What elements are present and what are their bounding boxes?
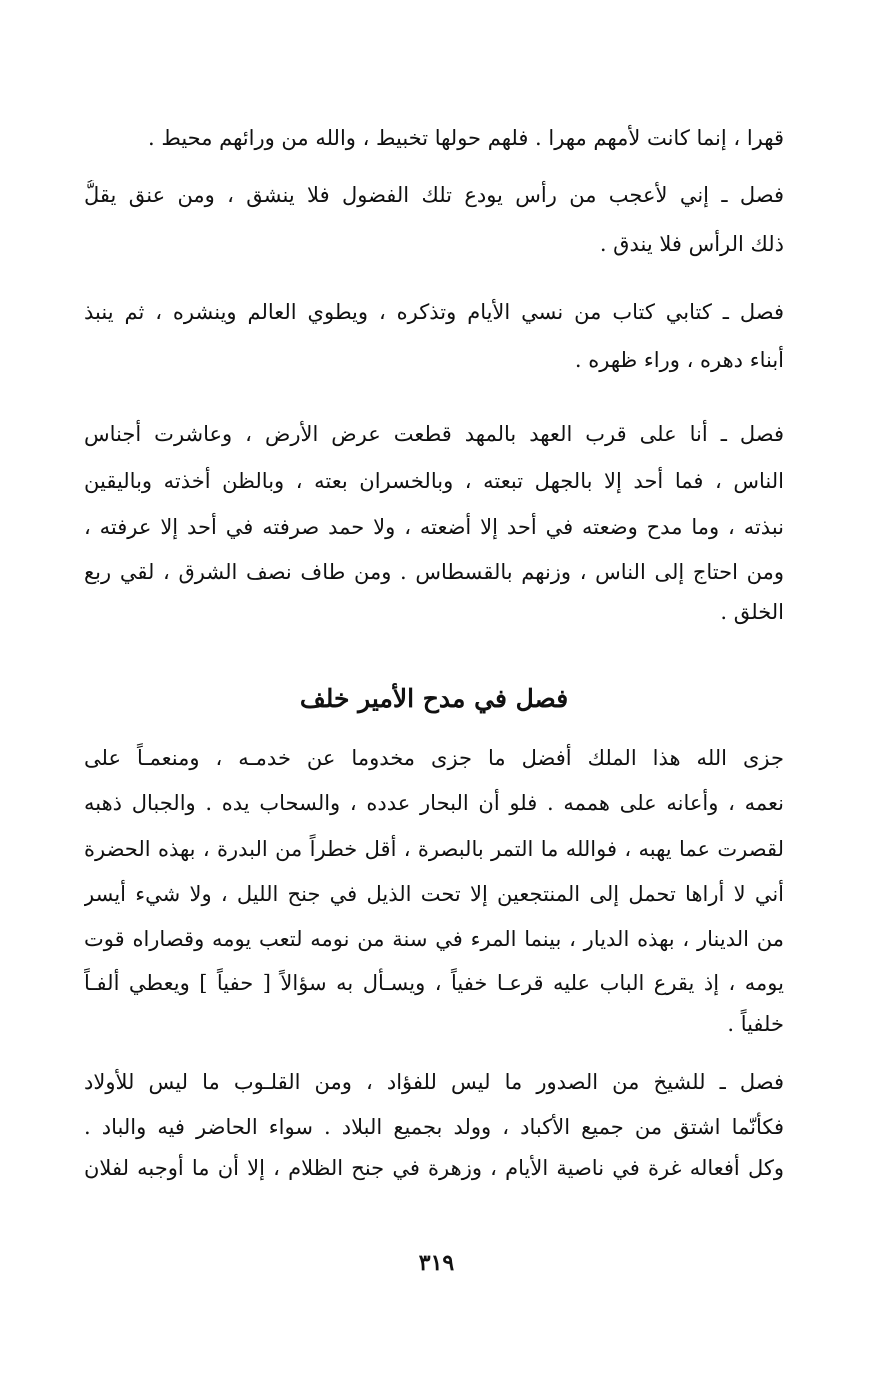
text-line: أني لا أراها تحمل إلى المنتجعين إلا تحت الذيل في جنح الليل ، ولا شيء أيسر <box>84 882 784 906</box>
text-line: فصل ـ إني لأعجب من رأس يودع تلك الفضول فلا ينشق ، ومن عنق يقلُّ <box>84 183 784 207</box>
text-line: الناس ، فما أحد إلا بالجهل تبعته ، وبالخسران بعته ، وبالظن أخذته وباليقين <box>84 469 784 493</box>
text-line: فصل ـ أنا على قرب العهد بالمهد قطعت عرض الأرض ، وعاشرت أجناس <box>84 422 784 446</box>
text-line: خلفياً . <box>727 1012 784 1036</box>
text-line: يومه ، إذ يقرع الباب عليه قرعـا خفياً ، ويسـأل به سؤالاً [ حفياً ] ويعطي ألفـاً <box>84 971 784 995</box>
text-line: فكأنّما اشتق من جميع الأكباد ، وولد بجميع البلاد . سواء الحاضر فيه والباد . <box>84 1115 784 1139</box>
text-line: لقصرت عما يهبه ، فوالله ما التمر بالبصرة ، أقل خطراً من البدرة ، بهذه الحضرة <box>84 837 784 861</box>
text-line: من الدينار ، بهذه الديار ، بينما المرء في سنة من نومه لتعب يومه وقصاراه قوت <box>84 927 784 951</box>
section-heading: فصل في مدح الأمير خلف <box>299 684 569 713</box>
text-line: قهرا ، إنما كانت لأمهم مهرا . فلهم حولها تخبيط ، والله من ورائهم محيط . <box>148 126 784 150</box>
text-line: ومن احتاج إلى الناس ، وزنهم بالقسطاس . ومن طاف نصف الشرق ، لقي ربع <box>84 560 784 584</box>
text-line: أبناء دهره ، وراء ظهره . <box>574 348 784 372</box>
text-line: نبذته ، وما مدح وضعته في أحد إلا أضعته ، ولا حمد صرفته في أحد إلا عرفته ، <box>84 515 784 539</box>
text-line: وكل أفعاله غرة في ناصية الأيام ، وزهرة في جنح الظلام ، إلا أن ما أوجبه لفلان <box>84 1156 784 1180</box>
text-line: جزى الله هذا الملك أفضل ما جزى مخدوما عن خدمـه ، ومنعمـاً على <box>84 746 784 770</box>
text-line: نعمه ، وأعانه على هممه . فلو أن البحار عدده ، والسحاب يده . والجبال ذهبه <box>84 791 784 815</box>
text-line: الخلق . <box>720 600 784 624</box>
text-line: فصل ـ للشيخ من الصدور ما ليس للفؤاد ، ومن القلـوب ما ليس للأولاد <box>84 1070 784 1094</box>
page-number: ٣١٩ <box>418 1250 455 1276</box>
text-line: ذلك الرأس فلا يندق . <box>599 232 784 256</box>
text-line: فصل ـ كتابي كتاب من نسي الأيام وتذكره ، ويطوي العالم وينشره ، ثم ينبذ <box>84 300 784 324</box>
